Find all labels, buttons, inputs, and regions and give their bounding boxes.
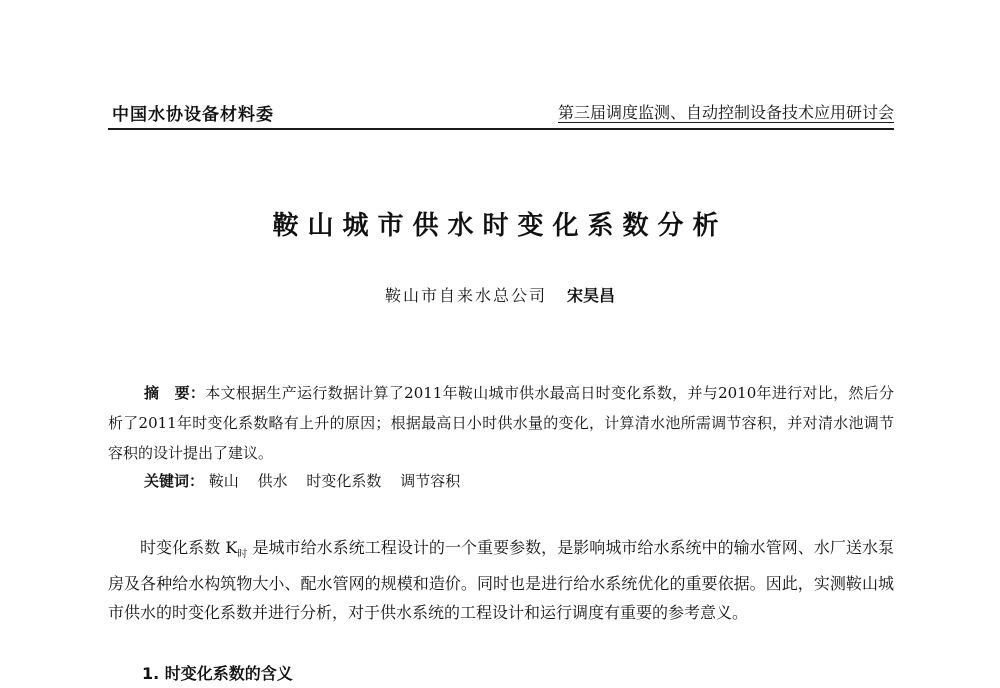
author-line [0, 283, 1000, 306]
keyword-item: 时变化系数 [306, 472, 382, 490]
intro-paragraph [108, 533, 894, 627]
page-header [108, 96, 894, 130]
header-right-text: 第三届调度监测、自动控制设备技术应用研讨会 [557, 103, 894, 122]
author-organization: 鞍山市自来水总公司 [384, 286, 547, 305]
intro-text-rest: 是城市给水系统工程设计的一个重要参数，是影响城市给水系统中的输水管网、水厂送水泵房及各种给水构筑物大小、配水管网的规模和造价。同时也是进行给水系统优化的重要依据。因此，实测鞍山城市供水的时变化系数并进行分析，对于供水系统的工程设计和运行调度有重要的参考意义。 [108, 538, 894, 623]
keywords [144, 470, 474, 491]
keywords-label: 关键词： [144, 472, 205, 490]
abstract [108, 378, 894, 468]
keyword-item: 供水 [257, 472, 288, 490]
keyword-item: 调节容积 [400, 472, 461, 490]
section-heading-1: 1. 时变化系数的含义 [142, 664, 293, 683]
header-left-text: 中国水协设备材料委 [112, 105, 274, 125]
paper-title: 鞍山城市供水时变化系数分析 [272, 211, 728, 241]
author-name: 宋昊昌 [567, 286, 616, 305]
k-subscript: 时 [237, 549, 248, 561]
keyword-item: 鞍山 [208, 472, 239, 490]
abstract-label: 摘 要： [144, 384, 206, 402]
intro-text-start: 时变化系数 K [140, 538, 238, 557]
abstract-text: 本文根据生产运行数据计算了2011年鞍山城市供水最高日时变化系数，并与2010年进行对比，然后分析了2011年时变化系数略有上升的原因；根据最高日小时供水量的变化，计算清水池所需调节容积，并对清水池调节容积的设计提出了建议。 [108, 384, 894, 462]
